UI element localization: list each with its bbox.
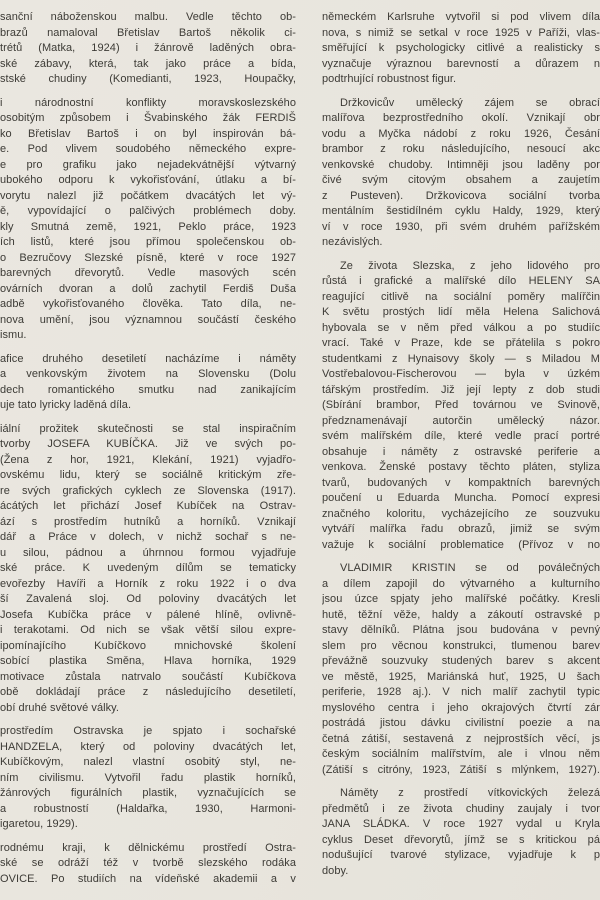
text-line: kly Smutná země, 1921, Peklo práce, 1923 bbox=[0, 220, 296, 233]
text-line: růstá i grafické a malířské dílo HELENY SA bbox=[322, 275, 600, 287]
text-line: evořezby Havíři a Horník z roku 1922 i o dva bbox=[0, 577, 296, 590]
text-line: cyklus Deset dřevorytů, jímž se s kritickou pá bbox=[322, 833, 600, 846]
text-line: rodnému kraji, k dělnickému prostředí Ostra- bbox=[0, 841, 296, 854]
text-line: předznamenávají autorčin umělecký názor. bbox=[322, 414, 600, 427]
text-line: ubokého odporu k vykořisťování, útlaku a bí- bbox=[0, 174, 296, 186]
text-line: malířova bezprostředního okolí. Vznikají obr bbox=[322, 112, 600, 124]
text-line: prostředím Ostravska je spjato i sochařské bbox=[0, 725, 296, 737]
text-line: Josefa Kubíčka práce v pálené hlíně, ovlivně- bbox=[0, 608, 296, 621]
text-line: HANDZELA, který od poloviny dvacátých let, bbox=[0, 740, 296, 753]
text-line: periferie, 1928 aj.). V nich malíř zachytil typic bbox=[322, 686, 600, 698]
text-line: reagující citlivě na sociální poměry malířčin bbox=[322, 290, 600, 303]
text-line: osobitým způsobem i Švabinského žák FERDIŠ bbox=[0, 112, 296, 124]
text-line: dář a Práce v dolech, v nichž sochař s ne- bbox=[0, 531, 296, 543]
text-line: Náměty z prostředí vítkovických železá bbox=[340, 787, 600, 799]
paragraph bbox=[0, 96, 296, 344]
text-line: brazů namaloval Břetislav Bartoš několik ci- bbox=[0, 26, 296, 39]
text-line: ází s prostředím hutníků a horníků. Vznikají bbox=[0, 515, 296, 528]
text-line: a dílem zapojil do výtvarného a kulturního bbox=[322, 577, 600, 590]
text-line: ské se odráží též v tvorbě slezského rodáka bbox=[0, 857, 296, 869]
text-line: ské zábavy, která, tak jako práce a bída, bbox=[0, 57, 296, 70]
text-line: (Žena z hor, 1921, Klekání, 1921) vyjadřo- bbox=[0, 453, 296, 466]
text-line: předmětů i ze života chudiny zaujaly i tvor bbox=[322, 802, 600, 815]
text-line: motivace zůstala natrvalo součástí Kubíčkova bbox=[0, 670, 296, 683]
text-line: ě, vypovídající o palčivých problémech doby. bbox=[0, 205, 296, 217]
text-line: obsahuje i náměty z ostravské periferie a bbox=[322, 445, 600, 458]
text-line: re svých grafických cyklech ze Slovenska (1917). bbox=[0, 484, 296, 497]
text-line: adbě vykořisťovaného člověka. Tato díla, ne- bbox=[0, 298, 296, 310]
text-line: nova umění, jsou významnou součástí českého bbox=[0, 313, 296, 326]
text-line: tvarů, budovaných v kompaktních barevných bbox=[322, 476, 600, 489]
text-line: značného koloritu, vycházejícího ze souzvuku bbox=[322, 507, 600, 520]
text-line: venkova. Ženské postavy těchto pláten, styliza bbox=[322, 461, 600, 473]
text-line: (Sbírání brambor, Před továrnou ve Svinově, bbox=[322, 399, 600, 411]
text-line: afice druhého desetiletí nacházíme i náměty bbox=[0, 352, 296, 365]
text-line: žánrových figurálních plastik, vyznačujících se bbox=[0, 787, 296, 799]
text-line: stské chudiny (Komedianti, 1923, Houpačky, bbox=[0, 73, 296, 85]
text-line: tářským prostředím. Již její lepty z dob studi bbox=[322, 383, 600, 396]
paragraph bbox=[322, 561, 600, 778]
text-line: ipomínajícího Kubíčkovo mnichovské školení bbox=[0, 639, 296, 652]
paragraph bbox=[322, 786, 600, 879]
text-line: venkovské chudoby. Intimněji jsou laděny por bbox=[322, 158, 600, 171]
text-line: tvorby JOSEFA KUBÍČKA. Již ve svých po- bbox=[0, 438, 296, 450]
text-line: i terakotami. Od nich se však větší silou expre- bbox=[0, 624, 296, 636]
paragraph bbox=[322, 96, 600, 251]
text-line: e. Pod vlivem soudobého německého expre- bbox=[0, 143, 296, 155]
text-line: (Zátiší s citróny, 1923, Zátiší s mlýnkem, 1927). bbox=[322, 763, 600, 776]
text-line: poučení u Eduarda Muncha. Pomocí expresi bbox=[322, 492, 600, 504]
paragraph bbox=[322, 10, 600, 88]
text-line: u silou, pádnou a úhrnnou formou vyjadřuje bbox=[0, 546, 296, 559]
text-line: svém malířském díle, které vedle prací portré bbox=[322, 430, 600, 442]
text-line: ovskému lidu, který se sociálně kritickým zře- bbox=[0, 469, 296, 481]
text-line: studentkami z Hynaisovy školy — s Miladou M bbox=[322, 352, 600, 365]
text-line: Vostřebalovou-Fischerovou — byla v úzkém bbox=[322, 368, 600, 380]
text-line: z Pusteven). Držkovicova sociální tvorba bbox=[322, 189, 600, 202]
text-line: e pro grafiku jako nejadekvátnější výtvarný bbox=[0, 158, 296, 171]
text-line: podtrhující robustnost figur. bbox=[322, 73, 457, 85]
text-line: převážně souzvuky studených barev s akcent bbox=[322, 655, 600, 667]
text-line: mentálním šestidílném cyklu Haldy, 1929, který bbox=[322, 205, 600, 217]
text-line: četná zátiší, sestavená z nejprostších věcí, js bbox=[322, 732, 600, 745]
text-line: iální prožitek skutečnosti se stal inspiračním bbox=[0, 422, 296, 435]
text-line: ismu. bbox=[0, 329, 27, 341]
text-line: směřující k psychologicky citlivé a realisticky s bbox=[322, 42, 600, 54]
text-line: nezávislých. bbox=[322, 236, 383, 248]
text-line: sanční náboženskou malbu. Vedle těchto ob- bbox=[0, 11, 296, 23]
text-line: JANA SLÁDKA. V roce 1927 vydal u Kryla bbox=[322, 818, 600, 830]
text-line: postrádá jistou dávku civilistní poezie a na bbox=[322, 717, 600, 729]
text-line: jsou úzce spjaty jeho malířské počátky. Kresli bbox=[322, 593, 600, 605]
text-line: igaretou, 1929). bbox=[0, 818, 78, 830]
paragraph bbox=[0, 422, 296, 717]
text-line: OVICE. Po studiích na vídeňské akademii a v bbox=[0, 872, 296, 885]
text-line: trétů (Matka, 1924) i žánrově laděných obra- bbox=[0, 42, 296, 54]
text-line: ví v roce 1930, při svém druhém pařížském bbox=[322, 220, 600, 233]
text-line: českým sociálním malířstvím, ale i vlnou něm bbox=[322, 748, 600, 760]
text-line: ácátých let přichází Josef Kubíček na Ostrav- bbox=[0, 500, 296, 512]
text-line: Držkovicův umělecký zájem se obrací bbox=[340, 96, 600, 109]
text-line: sobící plastika Směna, Hlava horníka, 1929 bbox=[0, 655, 296, 667]
text-line: K světu prostých lidí měla Helena Salichová bbox=[322, 306, 600, 318]
text-line: Kubíčkovým, nalezl vlastní osobitý styl, ne- bbox=[0, 756, 296, 768]
text-line: ské práce. K uvedeným dílům se tematicky bbox=[0, 562, 296, 574]
text-line: ko Břetislav Bartoš i on byl inspirován bá- bbox=[0, 127, 296, 140]
text-line: obí druhé světové války. bbox=[0, 701, 120, 714]
text-line: a venkovským životem na Slovensku (Dolu bbox=[0, 368, 296, 380]
text-line: hybovala se v něm před válkou a po studiíc bbox=[322, 321, 600, 334]
text-column-left bbox=[0, 10, 296, 900]
text-line: ním civilismu. Vytvořil řadu plastik horníků, bbox=[0, 771, 296, 784]
text-line: brambor z roku následujícího, nesoucí akc bbox=[322, 143, 600, 155]
text-line: myslového centra i jeho okrajových čtvrtí zár bbox=[322, 701, 600, 714]
paragraph bbox=[322, 259, 600, 554]
text-line: doby. bbox=[322, 864, 349, 877]
text-line: o Bezručovy Slezské písně, které v roce 1927 bbox=[0, 251, 296, 264]
text-line: dech romantického smutku nad zanikajícím bbox=[0, 383, 296, 396]
text-line: hutě, těžní věže, haldy a zákoutí ostravské p bbox=[322, 608, 600, 621]
text-line: nova, s nimiž se setkal v roce 1925 v Paříži, vlas- bbox=[322, 26, 600, 39]
paragraph bbox=[0, 352, 296, 414]
text-line: stavy dělníků. Plátna jsou budována v pevný bbox=[322, 624, 600, 636]
text-line: vytváří malířka řadu obrazů, jimiž se svým bbox=[322, 523, 600, 535]
text-line: vodu a Myčka nádobí z roku 1926, Česání bbox=[322, 127, 600, 140]
text-line: vorytu nalezl již počátkem dvacátých let vý- bbox=[0, 189, 296, 202]
paragraph bbox=[0, 10, 296, 88]
text-line: obě dokládají práce z následujícího desetiletí, bbox=[0, 686, 296, 698]
text-line: vyznačuje výraznou barevností a důrazem n bbox=[322, 57, 600, 70]
text-line: slem pro věcnou konstrukci, tlumenou barev bbox=[322, 639, 600, 652]
text-line: barevných dřevorytů. Vedle masových scén bbox=[0, 267, 296, 279]
text-line: čivé svým citovým obsahem a zaujetím bbox=[322, 174, 600, 186]
text-line: ve městě, 1925, Mariánská huť, 1925, U šach bbox=[322, 670, 600, 683]
text-line: ích listů, které jsou přímou společenskou ob- bbox=[0, 236, 296, 248]
text-line: važuje k sociální problematice (Přívoz v no bbox=[322, 538, 600, 551]
text-line: Ze života Slezska, z jeho lidového pro bbox=[340, 259, 600, 272]
text-line: ovárních dvoran a dolů zachytil Ferdiš Duša bbox=[0, 282, 296, 295]
text-line: vrací. Také v Praze, kde se přátelila s pokro bbox=[322, 337, 600, 349]
text-line: a robustností (Haldařka, 1930, Harmoni- bbox=[0, 802, 296, 815]
text-line: i národnostní konflikty moravskoslezského bbox=[0, 96, 296, 109]
paragraph bbox=[0, 841, 296, 888]
text-line: uje tato lyricky laděná díla. bbox=[0, 399, 132, 411]
text-line: německém Karlsruhe vytvořil si pod vlivem díla bbox=[322, 11, 600, 23]
text-line: VLADIMIR KRISTIN se od poválečných bbox=[340, 562, 600, 574]
text-column-right bbox=[322, 10, 600, 900]
paragraph bbox=[0, 724, 296, 833]
text-line: nodušující tvarové stylizace, vyjadřuje k p bbox=[322, 849, 600, 861]
text-line: ší Zavalená sloj. Od poloviny dvacátých let bbox=[0, 593, 296, 605]
